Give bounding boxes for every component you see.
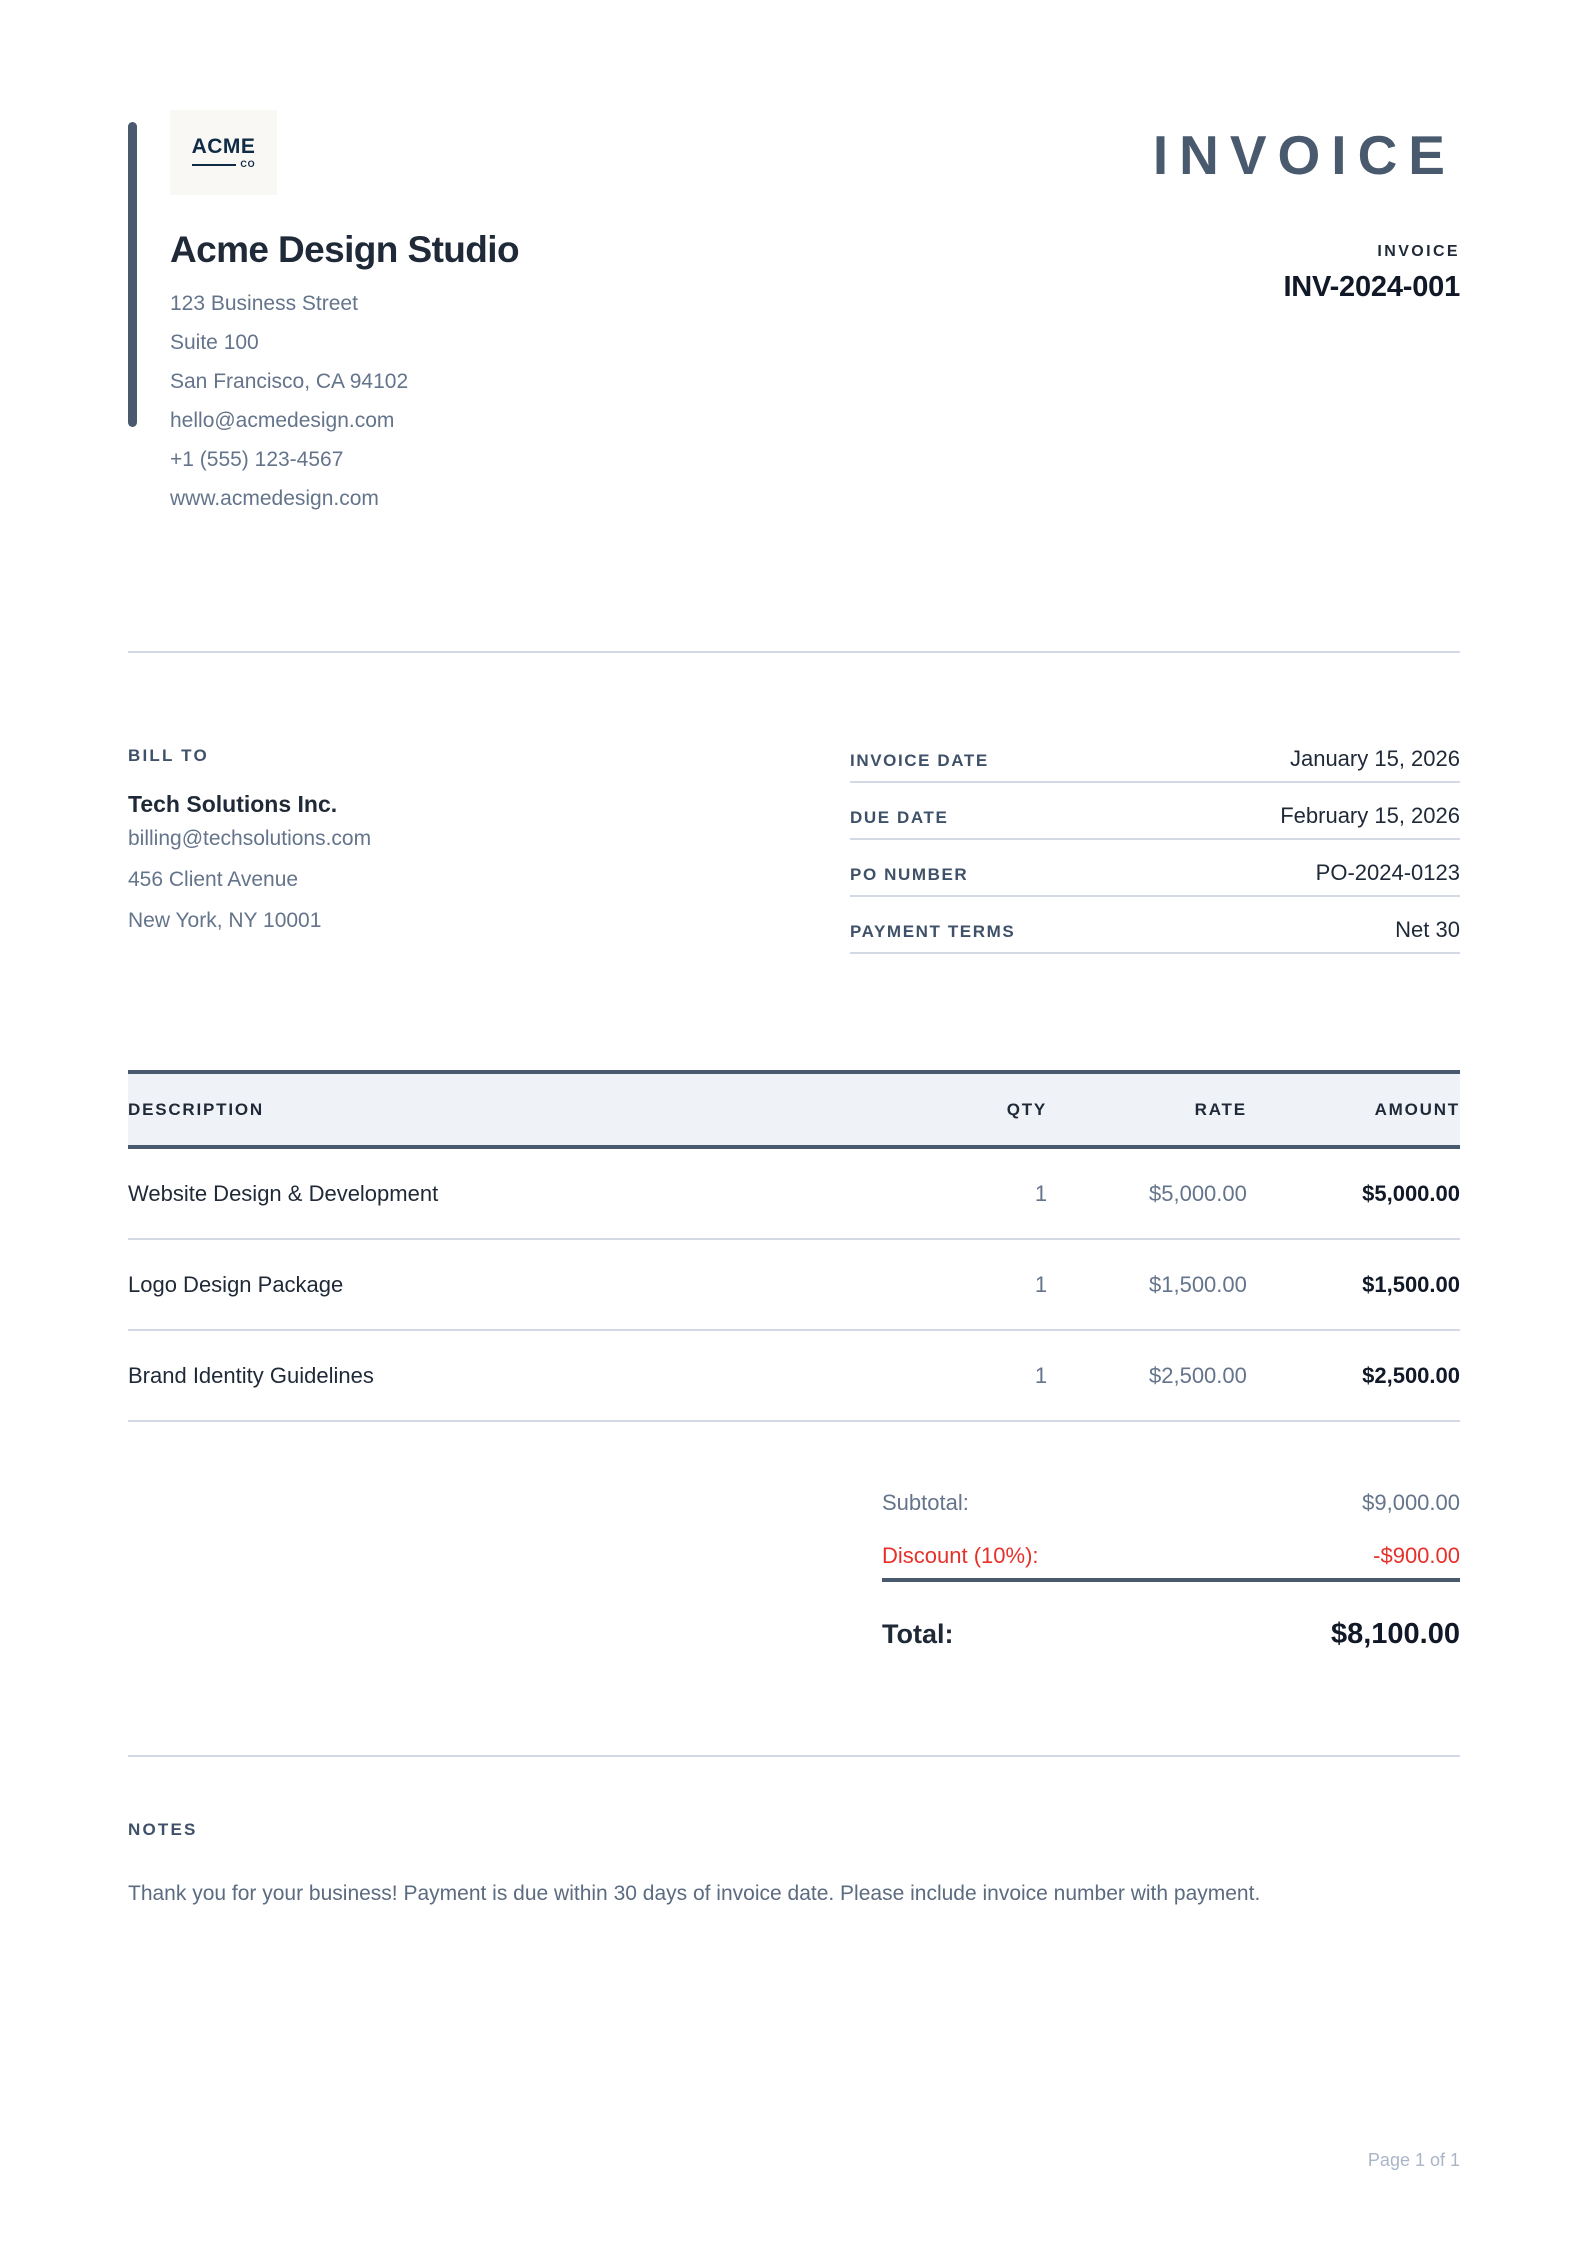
item-rate: $5,000.00 — [1047, 1147, 1247, 1239]
discount-value: -$900.00 — [1373, 1543, 1460, 1568]
item-description: Logo Design Package — [128, 1239, 901, 1330]
grand-total-value: $8,100.00 — [1330, 1618, 1460, 1650]
grand-total-row — [882, 1618, 1460, 1651]
subtotal-label: Subtotal: — [882, 1490, 969, 1515]
invoice-title-column — [1153, 110, 1460, 304]
item-rate: $1,500.00 — [1047, 1239, 1247, 1330]
column-header-description: DESCRIPTION — [128, 1072, 901, 1147]
company-address-line: 123 Business Street — [170, 291, 358, 315]
meta-value: PO-2024-0123 — [1315, 860, 1460, 885]
meta-row-due-date — [850, 803, 1460, 840]
logo-rule-row — [192, 160, 256, 169]
meta-label: PAYMENT TERMS — [850, 922, 1016, 941]
left-accent-bar — [128, 122, 137, 427]
page-footer: Page 1 of 1 — [1367, 2150, 1460, 2170]
client-name: Tech Solutions Inc. — [128, 791, 338, 817]
meta-row-invoice-date — [850, 746, 1460, 783]
item-rate: $2,500.00 — [1047, 1330, 1247, 1421]
company-name: Acme Design Studio — [170, 229, 519, 270]
discount-row — [882, 1543, 1460, 1582]
column-header-amount: AMOUNT — [1247, 1072, 1460, 1147]
company-address — [170, 284, 519, 518]
notes-label: NOTES — [128, 1820, 198, 1839]
grand-total-label: Total: — [882, 1619, 954, 1649]
line-items-table — [128, 1070, 1460, 1422]
invoice-meta-block — [850, 746, 1460, 974]
client-address-line: 456 Client Avenue — [128, 868, 299, 891]
totals-section — [882, 1490, 1460, 1678]
notes-divider — [128, 1755, 1460, 1757]
invoice-number-value: INV-2024-001 — [1283, 271, 1460, 303]
subtotal-row — [882, 1490, 1460, 1516]
meta-value: February 15, 2026 — [1280, 803, 1460, 828]
company-email: hello@acmedesign.com — [170, 408, 395, 432]
client-address-line: New York, NY 10001 — [128, 909, 322, 932]
invoice-number-label: INVOICE — [1377, 243, 1460, 260]
line-items-section — [128, 1070, 1460, 1422]
meta-label: DUE DATE — [850, 808, 949, 827]
table-row — [128, 1239, 1460, 1330]
item-amount: $5,000.00 — [1247, 1147, 1460, 1239]
header-divider — [128, 651, 1460, 653]
brand-column — [170, 110, 519, 518]
meta-label: INVOICE DATE — [850, 751, 989, 770]
table-row — [128, 1147, 1460, 1239]
item-description: Brand Identity Guidelines — [128, 1330, 901, 1421]
logo-subtext: CO — [240, 159, 256, 169]
subtotal-value: $9,000.00 — [1362, 1490, 1460, 1515]
meta-row-payment-terms — [850, 917, 1460, 954]
table-row — [128, 1330, 1460, 1421]
meta-value: Net 30 — [1395, 917, 1460, 942]
company-website: www.acmedesign.com — [170, 486, 379, 510]
company-address-line: Suite 100 — [170, 330, 259, 354]
company-address-line: San Francisco, CA 94102 — [170, 369, 409, 393]
item-description: Website Design & Development — [128, 1147, 901, 1239]
meta-label: PO NUMBER — [850, 865, 969, 884]
meta-row-po-number — [850, 860, 1460, 897]
column-header-rate: RATE — [1047, 1072, 1247, 1147]
notes-section — [128, 1820, 1460, 1918]
item-qty: 1 — [901, 1239, 1048, 1330]
logo-rule — [192, 164, 237, 166]
meta-value: January 15, 2026 — [1289, 746, 1460, 771]
item-amount: $1,500.00 — [1247, 1239, 1460, 1330]
company-phone: +1 (555) 123-4567 — [170, 447, 344, 471]
bill-to-block — [128, 746, 748, 941]
item-qty: 1 — [901, 1330, 1048, 1421]
discount-label: Discount (10%): — [882, 1543, 1039, 1568]
column-header-qty: QTY — [901, 1072, 1048, 1147]
item-qty: 1 — [901, 1147, 1048, 1239]
invoice-header — [128, 110, 1460, 510]
logo-mark — [192, 136, 256, 169]
table-header-row — [128, 1072, 1460, 1147]
page-title: INVOICE — [1152, 124, 1456, 186]
table-body — [128, 1147, 1460, 1421]
client-email: billing@techsolutions.com — [128, 827, 372, 850]
logo-wordmark: ACME — [191, 135, 256, 158]
company-logo — [170, 110, 277, 195]
item-amount: $2,500.00 — [1247, 1330, 1460, 1421]
table-head — [128, 1072, 1460, 1147]
notes-body: Thank you for your business! Payment is due within 30 days of invoice date. Please include invoice number with payment. — [128, 1882, 1261, 1905]
bill-to-label: BILL TO — [128, 746, 209, 765]
